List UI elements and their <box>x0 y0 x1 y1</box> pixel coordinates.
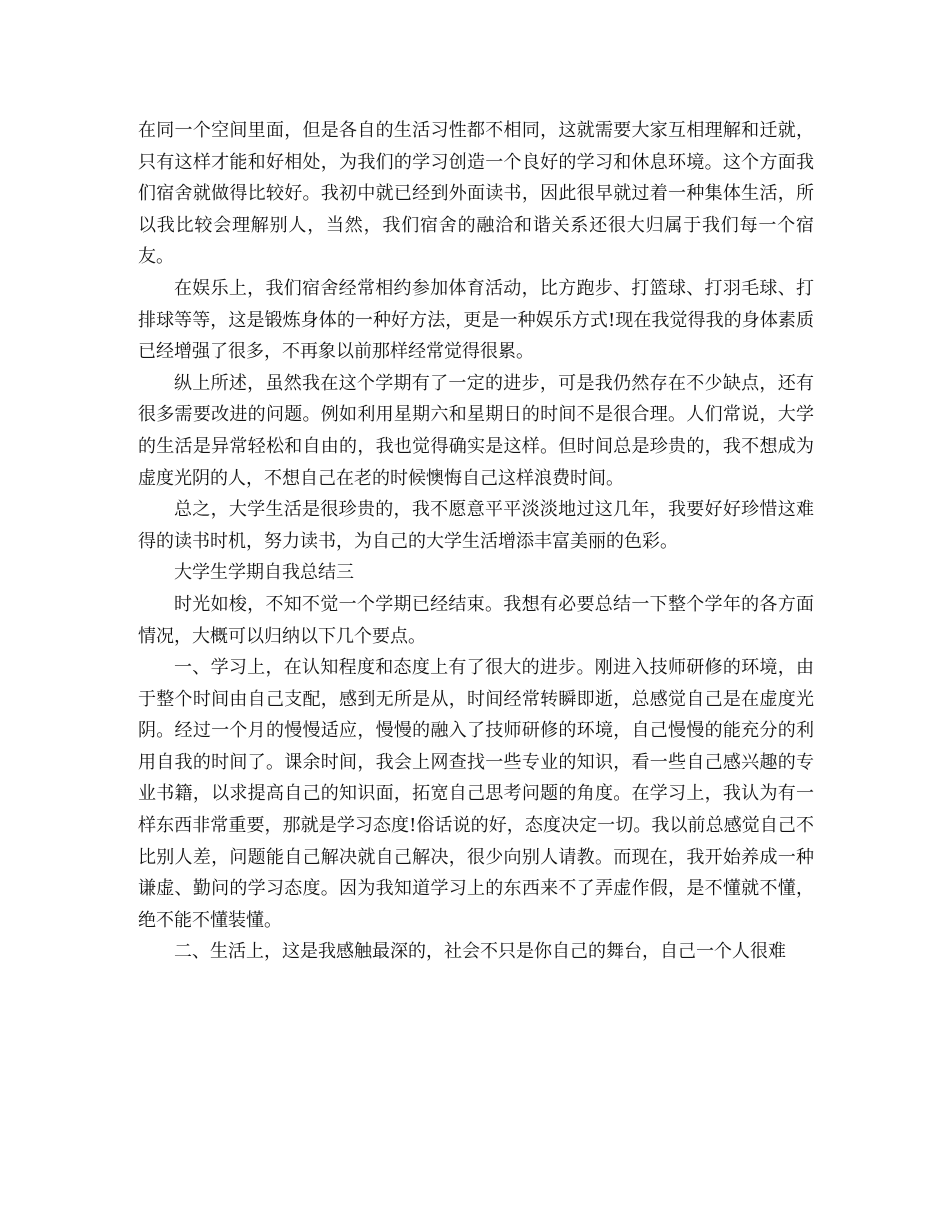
paragraph-intro: 时光如梭，不知不觉一个学期已经结束。我想有必要总结一下整个学年的各方面情况，大概可以归纳以下几个要点。 <box>138 593 814 647</box>
paragraph-life: 二、生活上，这是我感触最深的，社会不只是你自己的舞台，自己一个人很难 <box>174 941 786 963</box>
paragraph-summary: 纵上所述，虽然我在这个学期有了一定的进步，可是我仍然存在不少缺点，还有很多需要改进的问题。例如利用星期六和星期日的时间不是很合理。人们常说，大学的生活是异常轻松和自由的，我也觉得确实是这样。但时间总是珍贵的，我不想成为虚度光阴的人，不想自己在老的时候懊悔自己这样浪费时间。 <box>138 372 814 489</box>
document-body <box>138 115 814 968</box>
paragraph-conclusion: 总之，大学生活是很珍贵的，我不愿意平平淡淡地过这几年，我要好好珍惜这难得的读书时机，努力读书，为自己的大学生活增添丰富美丽的色彩。 <box>138 499 814 552</box>
paragraph-continuation: 在同一个空间里面，但是各自的生活习性都不相同，这就需要大家互相理解和迁就，只有这样才能和好相处，为我们的学习创造一个良好的学习和休息环境。这个方面我们宿舍就做得比较好。我初中就已经到外面读书，因此很早就过着一种集体生活，所以我比较会理解别人，当然，我们宿舍的融洽和谐关系还很大归属于我们每一个宿友。 <box>138 120 814 268</box>
section-heading: 大学生学期自我总结三 <box>174 562 354 584</box>
paragraph-study: 一、学习上，在认知程度和态度上有了很大的进步。刚进入技师研修的环境，由于整个时间由自己支配，感到无所是从，时间经常转瞬即逝，总感觉自己是在虚度光阴。经过一个月的慢慢适应，慢慢的融入了技师研修的环境，自己慢慢的能充分的利用自我的时间了。课余时间，我会上网查找一些专业的知识，看一些自己感兴趣的专业书籍，以求提高自己的知识面，拓宽自己思考问题的角度。在学习上，我认为有一样东西非常重要，那就是学习态度!俗话说的好，态度决定一切。我以前总感觉自己不比别人差，问题能自己解决就自己解决，很少向别人请教。而现在，我开始养成一种谦虚、勤问的学习态度。因为我知道学习上的东西来不了弄虚作假，是不懂就不懂，绝不能不懂装懂。 <box>138 657 814 931</box>
paragraph-entertainment: 在娱乐上，我们宿舍经常相约参加体育活动，比方跑步、打篮球、打羽毛球、打排球等等，这是锻炼身体的一种好方法，更是一种娱乐方式!现在我觉得我的身体素质已经增强了很多，不再象以前那样经常觉得很累。 <box>138 277 814 363</box>
